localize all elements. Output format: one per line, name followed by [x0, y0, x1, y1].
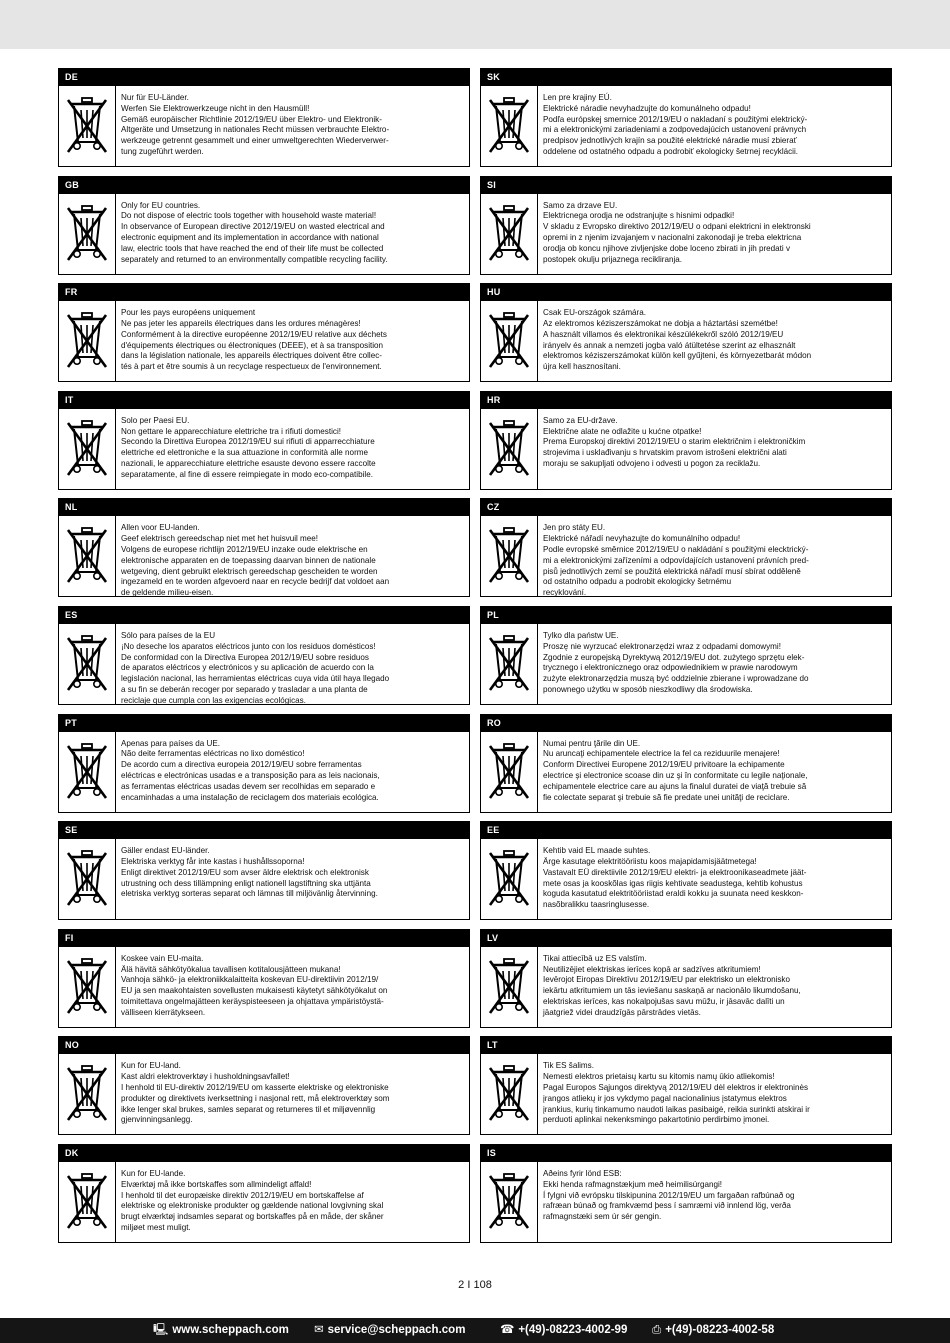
notice-body	[58, 624, 470, 705]
weee-block-ro	[480, 714, 892, 814]
notice-body	[58, 194, 470, 275]
language-code-header: PL	[480, 606, 892, 624]
language-code-header: FR	[58, 283, 470, 301]
weee-block-dk	[58, 1144, 470, 1244]
weee-symbol-box	[59, 947, 116, 1027]
fax-text: +(49)-08223-4002-58	[665, 1324, 775, 1336]
notice-body	[480, 409, 892, 490]
weee-symbol-box	[481, 947, 538, 1027]
weee-block-lt	[480, 1036, 892, 1136]
notice-body	[58, 301, 470, 382]
language-code-header: GB	[58, 176, 470, 194]
weee-symbol-box	[59, 624, 116, 704]
weee-block-it	[58, 391, 470, 491]
weee-symbol-box	[59, 1054, 116, 1134]
notice-body	[480, 1162, 892, 1243]
weee-symbol-box	[59, 409, 116, 489]
language-code-header: HR	[480, 391, 892, 409]
weee-symbol-box	[481, 516, 538, 596]
crossed-bin-icon	[487, 1172, 531, 1232]
weee-symbol-box	[481, 409, 538, 489]
language-code-header: HU	[480, 283, 892, 301]
crossed-bin-icon	[487, 96, 531, 156]
weee-symbol-box	[481, 839, 538, 919]
phone-icon: ☎	[500, 1324, 515, 1336]
crossed-bin-icon	[65, 1064, 109, 1124]
weee-symbol-box	[481, 194, 538, 274]
weee-block-hr	[480, 391, 892, 491]
crossed-bin-icon	[65, 742, 109, 802]
language-code-header: SI	[480, 176, 892, 194]
notice-text: Koskee vain EU-maita. Älä hävitä sähkötyökalua tavallisen kotitalousjätteen mukana! Vanhoja sähkö- ja elektroniikkalaitteita koskevan EU-direktiivin 2012/19/ EU ja sen maakohtaisten sovellusten mukaisesti käytetyt sähkötyökalut on toimitettava ongelmajätteen keräyspisteeseen ja ohjattava ympäristöystä- välliseen kierrätykseen.	[121, 953, 388, 1017]
crossed-bin-icon	[65, 419, 109, 479]
computer-icon: 🖳	[153, 1324, 169, 1336]
notice-body	[58, 732, 470, 813]
weee-symbol-box	[59, 194, 116, 274]
notice-text: Sólo para países de la EU ¡No deseche los aparatos eléctricos junto con los residuos domésticos! De conformidad con la Directiva Europea 2012/19/EU sobre residuos de aparatos eléctricos y electrónicos y su aplicación de acuerdo con la legislación nacional, las herramientas eléctricas cuya vida útil haya llegado a su fin se deberán recoger por separado y trasladar a una planta de reciclaje que cumpla con las exigencias ecológicas.	[121, 631, 390, 705]
notice-text: Allen voor EU-landen. Geef elektrisch gereedschap niet met het huisvuil mee! Volgens de europese richtlijn 2012/19/EU inzake oude elektrische en elektronische apparaten en de toepassing daarvan binnen de nationale wetgeving, dient gebruikt elektrisch gereedschap gescheiden te worden ingezameld en te worden afgevoerd naar en recycle bedrijf dat voldoet aan de geldende milieu-eisen.	[121, 523, 390, 598]
crossed-bin-icon	[487, 204, 531, 264]
fax-icon: ⎙	[652, 1324, 662, 1336]
weee-block-fr	[58, 283, 470, 383]
crossed-bin-icon	[487, 634, 531, 694]
notice-body	[58, 839, 470, 920]
notice-text: Csak EU-országok számára. Az elektromos kéziszerszámokat ne dobja a háztartási szemétbe! A használt villamos és elektronikai készülékekről szóló 2012/19/EU irányelv és annak a nemzeti jogba való átültetése szerint az elhasznált elektromos kéziszerszámokat külön kell gyűjteni, és környezetbarát módon újra kell hasznosítani.	[543, 308, 812, 372]
language-code-header: ES	[58, 606, 470, 624]
weee-block-no	[58, 1036, 470, 1136]
notice-text: Apenas para países da UE. Não deite ferramentas eléctricas no lixo doméstico! De acordo cum a directiva europeia 2012/19/EU sobre ferramentas eléctricas e electrónicas usadas e a transposição para as leis nacionais, as ferramentas eléctricas usadas devem ser recolhidas em separado e encaminhadas a uma instalação de reciclagem dos materiais ecológica.	[121, 738, 380, 802]
crossed-bin-icon	[65, 311, 109, 371]
notice-body	[58, 86, 470, 167]
weee-symbol-box	[481, 1162, 538, 1242]
crossed-bin-icon	[65, 204, 109, 264]
notice-text: Gäller endast EU-länder. Elektriska verktyg får inte kastas i hushållssoporna! Enligt direktivet 2012/19/EU som avser äldre elektrisk och elektronisk utrustning och dess tillämpning enligt nationell lagstiftning ska uttjänta eletriska verktyg sorteras separat och lämnas till miljövänlig återvinning.	[121, 846, 378, 899]
notice-body	[58, 409, 470, 490]
notice-body	[480, 732, 892, 813]
notice-text: Tik ES šalims. Nemesti elektros prietaisų kartu su kitomis namų ūkio atliekomis! Pagal Europos Sąjungos direktyvą 2012/19/EU dėl elektros ir elektroninės įrangos atliekų ir jos vykdymo pagal nacionalinius įstatymus elektros įrankius, kurių tinkamumo naudoti laikas pasibaigė, reikia surinkti atskirai ir perduoti aplinkai nekenksmingo pakartotinio perdirbimo įmonei.	[543, 1061, 810, 1125]
language-code-header: LV	[480, 929, 892, 947]
weee-block-hu	[480, 283, 892, 383]
weee-symbol-box	[481, 1054, 538, 1134]
language-code-header: RO	[480, 714, 892, 732]
language-code-header: NL	[58, 498, 470, 516]
weee-block-de	[58, 68, 470, 168]
weee-symbol-box	[481, 86, 538, 166]
notice-body	[480, 516, 892, 597]
language-code-header: DK	[58, 1144, 470, 1162]
weee-block-gb	[58, 176, 470, 276]
weee-block-se	[58, 821, 470, 921]
crossed-bin-icon	[487, 419, 531, 479]
weee-block-cz	[480, 498, 892, 598]
weee-symbol-box	[59, 86, 116, 166]
crossed-bin-icon	[65, 526, 109, 586]
language-code-header: IT	[58, 391, 470, 409]
top-gray-bar	[0, 0, 950, 49]
language-code-header: SE	[58, 821, 470, 839]
crossed-bin-icon	[65, 1172, 109, 1232]
notice-text: Solo per Paesi EU. Non gettare le apparecchiature elettriche tra i rifiuti domestici! Secondo la Direttiva Europea 2012/19/EU sui rifiuti di apparrecchiature elettriche ed elettroniche e la sua attuazione in conformità alle norme nazionali, le apparecchiature elettriche esauste devono essere raccolte separatamente, al fine di essere reimpiegate in modo eco-compatibile.	[121, 415, 376, 479]
weee-block-pt	[58, 714, 470, 814]
footer-website[interactable]	[153, 1318, 289, 1343]
crossed-bin-icon	[65, 849, 109, 909]
weee-block-lv	[480, 929, 892, 1029]
weee-block-pl	[480, 606, 892, 706]
notice-text: Tylko dla państw UE. Proszę nie wyrzucać elektronarzędzi wraz z odpadami domowymi! Zgodnie z europejską Dyrektywą 2012/19/EU dot. zużytego sprzętu elek- trycznego i elektronicznego oraz odpowiednikiem w prawie narodowym zużyte elektronarzędzia muszą być oddzielnie zbierane i wprowadzane do ponownego użytku w sposób nieszkodliwy dla środowiska.	[543, 631, 809, 694]
notice-text: Len pre krajiny EÚ. Elektrické náradie nevyhadzujte do komunálneho odpadu! Podľa európskej smernice 2012/19/EU o nakladaní s použitými elektrický- mi a elektronickými zariadeniami a zodpovedajúcich ustanovení právnych predpisov jednotlivých krajín sa použité elektrické náradie musí zbierať oddelene od ostatného odpadu a podrobiť ekologicky šetrnej recyklácii.	[543, 93, 808, 156]
weee-symbol-box	[59, 301, 116, 381]
notice-body	[480, 86, 892, 167]
crossed-bin-icon	[487, 849, 531, 909]
language-code-header: DE	[58, 68, 470, 86]
language-code-header: FI	[58, 929, 470, 947]
notice-body	[480, 947, 892, 1028]
notice-body	[480, 301, 892, 382]
notice-text: Numai pentru ţările din UE. Nu aruncaţi echipamentele electrice la fel ca reziduurile menajere! Conform Directivei Europene 2012/19/EU privitoare la echipamente electrice şi electronice scoase din uz şi în conformitate cu legile naţionale, echipamentele electrice care au ajuns la finalul duratei de viaţă trebuie să fie colectate separat şi trebuie să fie predate unei unităţi de reciclare.	[543, 738, 808, 802]
language-code-header: LT	[480, 1036, 892, 1054]
notice-body	[58, 516, 470, 597]
language-code-header: NO	[58, 1036, 470, 1054]
notice-text: Tikai attiecībā uz ES valstīm. Neutilizējiet elektriskas ierīces kopā ar sadzīves atkritumiem! Ievērojot Eiropas Direktīvu 2012/19/EU par elektrisko un elektronisko iekārtu atkritumiem un tās ieviešanu saskaņā ar nacionālo likumdošanu, elektriskas ierīces, kas nokalpojušas savu mūžu, ir jāsavāc dalīti un jāatgriež videi draudzīgās pārstrādes vietās.	[543, 953, 801, 1017]
crossed-bin-icon	[487, 957, 531, 1017]
weee-block-sk	[480, 68, 892, 168]
notice-body	[58, 947, 470, 1028]
weee-symbol-box	[59, 732, 116, 812]
notice-text: Kehtib vaid EL maade suhtes. Ärge kasutage elektritööriistu koos majapidamisjäätmetega! Vastavalt EÜ direktiivile 2012/19/EU elektri- ja elektroonikaseadmete jäät- mete osas ja kooskõlas igas riigis kehtivate seadustega, kehtib kohustus koguda kasutatud elektritööriistad eraldi kokku ja suunata need keskkon- nasõbralikku taasringlusesse.	[543, 846, 807, 910]
weee-block-nl	[58, 498, 470, 598]
notice-text: Pour les pays européens uniquement Ne pas jeter les appareils électriques dans les ordures ménagères! Conformément à la directive européenne 2012/19/EU relative aux déchets d'équipements électriques ou électroniques (DEEE), et à sa transposition dans la législation nationale, les appareils électriques doivent être collec- tés à part et être soumis à un recyclage respectueux de l'environnement.	[121, 308, 387, 372]
footer-bar	[0, 1318, 950, 1343]
notice-body	[58, 1054, 470, 1135]
footer-email[interactable]	[314, 1318, 465, 1343]
notice-text: Kun for EU-land. Kast aldri elektroverktøy i husholdningsavfallet! I henhold til EU-direktiv 2012/19/EU om kasserte elektriske og elektroniske produkter og direktivets iverksettning i nasjonal rett, må elektroverktøy som ikke lenger skal brukes, samles separat og returneres til et miljøvennlig gjenvinningsanlegg.	[121, 1061, 390, 1125]
crossed-bin-icon	[65, 957, 109, 1017]
crossed-bin-icon	[487, 1064, 531, 1124]
notice-body	[480, 1054, 892, 1135]
notice-text: Aðeins fyrir lönd ESB: Ekki henda rafmagnstækjum með heimilisúrgangi! Í fylgni við evrópsku tilskipunina 2012/19/EU um fargaðan rafbúnað og rafræan búnað og framkvæmd þess í samræmi við innlend lög, verða rafmagnstæki sem úr sér gengin.	[543, 1169, 795, 1222]
crossed-bin-icon	[65, 634, 109, 694]
language-code-header: SK	[480, 68, 892, 86]
notice-body	[480, 839, 892, 920]
notice-body	[58, 1162, 470, 1243]
footer-phone[interactable]	[500, 1318, 627, 1343]
language-code-header: CZ	[480, 498, 892, 516]
crossed-bin-icon	[65, 96, 109, 156]
notice-body	[480, 194, 892, 275]
notice-body	[480, 624, 892, 705]
weee-symbol-box	[59, 839, 116, 919]
email-text: service@scheppach.com	[327, 1324, 466, 1336]
website-text: www.scheppach.com	[172, 1324, 289, 1336]
weee-symbol-box	[481, 624, 538, 704]
language-code-header: EE	[480, 821, 892, 839]
language-code-header: IS	[480, 1144, 892, 1162]
page-number: 2 I 108	[458, 1279, 492, 1291]
weee-symbol-box	[59, 1162, 116, 1242]
crossed-bin-icon	[487, 742, 531, 802]
crossed-bin-icon	[487, 311, 531, 371]
weee-symbol-box	[59, 516, 116, 596]
weee-block-es	[58, 606, 470, 706]
weee-symbol-box	[481, 732, 538, 812]
notice-text: Jen pro státy EU. Elektrické nářadí nevyhazujte do komunálního odpadu! Podle evropské směrnice 2012/19/EU o nakládání s použitými elecktrický- mi a elektronickými zařízeními a odpovídajících ustanovení právních pred- pisů jednotlivých zemí se použitá elektrická nářadí musí sbírat odděleně od ostatního odpadu a podrobit ekologicky šetrnému recyklování.	[543, 523, 809, 598]
weee-block-si	[480, 176, 892, 276]
phone-text: +(49)-08223-4002-99	[518, 1324, 628, 1336]
language-code-header: PT	[58, 714, 470, 732]
weee-block-fi	[58, 929, 470, 1029]
notice-text: Nur für EU-Länder. Werfen Sie Elektrowerkzeuge nicht in den Hausmüll! Gemäß europäischer Richtlinie 2012/19/EU über Elektro- und Elektronik- Altgeräte und Umsetzung in nationales Recht müssen verbrauchte Elektro- werkzeuge getrennt gesammelt und einer umweltgerechten Wiederverwer- tung zugeführt werden.	[121, 93, 390, 156]
notice-text: Only for EU countries. Do not dispose of electric tools together with household waste material! In observance of European directive 2012/19/EU on wasted electrical and electronic equipment and its implementation in accordance with national law, electric tools that have reached the end of their life must be collected separately and returned to an environmentally compatible recycling facility.	[121, 200, 388, 264]
weee-block-is	[480, 1144, 892, 1244]
notice-text: Samo za EU-države. Električne alate ne odlažite u kućne otpatke! Prema Europskoj direktivi 2012/19/EU o starim električnim i elektroničkim strojevima i usklađivanju s hrvatskim pravom istrošeni električni alati moraju se sakupljati odvojeno i odvesti u pogon za reciklažu.	[543, 415, 806, 468]
crossed-bin-icon	[487, 526, 531, 586]
weee-block-ee	[480, 821, 892, 921]
weee-symbol-box	[481, 301, 538, 381]
footer-fax[interactable]	[652, 1318, 774, 1343]
notice-text: Kun for EU-lande. Elværktøj må ikke bortskaffes som allmindeligt affald! I henhold til det europæiske direktiv 2012/19/EU em bortskaffelse af elektriske og elektroniske produkter og gældende national lovgivning skal brugt elværktøj indsamles separat og bortskaffes på en måde, der skåner miljøet mest muligt.	[121, 1169, 384, 1232]
notice-text: Samo za drzave EU. Elektricnega orodja ne odstranjujte s hisnimi odpadki! V skladu z Evropsko direktivo 2012/19/EU o odpani elektricni in elektronski opremi in z njenim izvajanjem v nacionalni zakonodaji je treba elektricna orodja ob koncu njihove zivljenjske dobe loceno zbirati in jih predati v postopek okulju prijaznega recikliranja.	[543, 200, 811, 264]
mail-icon: ✉	[314, 1324, 324, 1336]
